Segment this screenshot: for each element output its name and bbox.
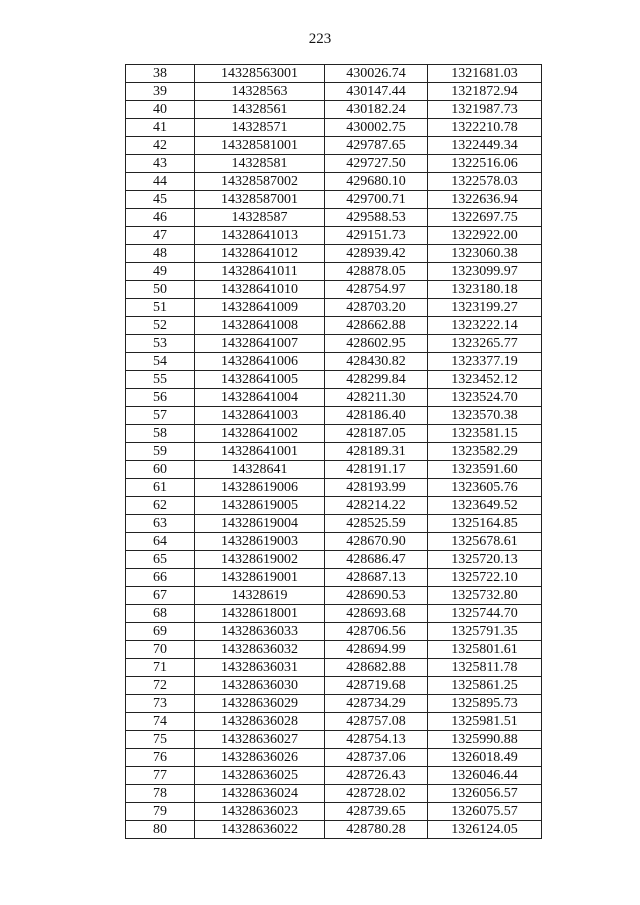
- y-coordinate-cell: 1326075.57: [428, 803, 542, 821]
- y-coordinate-cell: 1323099.97: [428, 263, 542, 281]
- table-row: [126, 353, 542, 371]
- row-number-cell: 59: [126, 443, 195, 461]
- row-number-cell: 58: [126, 425, 195, 443]
- x-coordinate-cell: 428754.97: [325, 281, 428, 299]
- point-id-cell: 14328641002: [195, 425, 325, 443]
- y-coordinate-cell: 1325164.85: [428, 515, 542, 533]
- x-coordinate-cell: 429787.65: [325, 137, 428, 155]
- x-coordinate-cell: 428186.40: [325, 407, 428, 425]
- point-id-cell: 14328636024: [195, 785, 325, 803]
- row-number-cell: 80: [126, 821, 195, 839]
- table-row: [126, 713, 542, 731]
- y-coordinate-cell: 1322697.75: [428, 209, 542, 227]
- x-coordinate-cell: 428602.95: [325, 335, 428, 353]
- x-coordinate-cell: 428739.65: [325, 803, 428, 821]
- table-row: [126, 191, 542, 209]
- row-number-cell: 74: [126, 713, 195, 731]
- x-coordinate-cell: 429700.71: [325, 191, 428, 209]
- row-number-cell: 55: [126, 371, 195, 389]
- row-number-cell: 77: [126, 767, 195, 785]
- y-coordinate-cell: 1323180.18: [428, 281, 542, 299]
- row-number-cell: 54: [126, 353, 195, 371]
- y-coordinate-cell: 1321987.73: [428, 101, 542, 119]
- point-id-cell: 14328619003: [195, 533, 325, 551]
- row-number-cell: 38: [126, 65, 195, 83]
- y-coordinate-cell: 1326124.05: [428, 821, 542, 839]
- y-coordinate-cell: 1321681.03: [428, 65, 542, 83]
- row-number-cell: 51: [126, 299, 195, 317]
- x-coordinate-cell: 429680.10: [325, 173, 428, 191]
- y-coordinate-cell: 1323060.38: [428, 245, 542, 263]
- y-coordinate-cell: 1326056.57: [428, 785, 542, 803]
- point-id-cell: 14328641010: [195, 281, 325, 299]
- table-row: [126, 623, 542, 641]
- y-coordinate-cell: 1323649.52: [428, 497, 542, 515]
- point-id-cell: 14328636025: [195, 767, 325, 785]
- x-coordinate-cell: 428939.42: [325, 245, 428, 263]
- y-coordinate-cell: 1325720.13: [428, 551, 542, 569]
- table-row: [126, 533, 542, 551]
- point-id-cell: 14328641003: [195, 407, 325, 425]
- x-coordinate-cell: 428687.13: [325, 569, 428, 587]
- table-row: [126, 173, 542, 191]
- point-id-cell: 14328641009: [195, 299, 325, 317]
- point-id-cell: 14328636033: [195, 623, 325, 641]
- x-coordinate-cell: 428189.31: [325, 443, 428, 461]
- x-coordinate-cell: 428191.17: [325, 461, 428, 479]
- y-coordinate-cell: 1325744.70: [428, 605, 542, 623]
- row-number-cell: 76: [126, 749, 195, 767]
- row-number-cell: 48: [126, 245, 195, 263]
- x-coordinate-cell: 428754.13: [325, 731, 428, 749]
- point-id-cell: 14328636029: [195, 695, 325, 713]
- x-coordinate-cell: 429151.73: [325, 227, 428, 245]
- y-coordinate-cell: 1322516.06: [428, 155, 542, 173]
- y-coordinate-cell: 1325801.61: [428, 641, 542, 659]
- x-coordinate-cell: 428430.82: [325, 353, 428, 371]
- y-coordinate-cell: 1326018.49: [428, 749, 542, 767]
- table-row: [126, 407, 542, 425]
- y-coordinate-cell: 1322636.94: [428, 191, 542, 209]
- table-row: [126, 425, 542, 443]
- row-number-cell: 49: [126, 263, 195, 281]
- x-coordinate-cell: 428193.99: [325, 479, 428, 497]
- x-coordinate-cell: 430182.24: [325, 101, 428, 119]
- point-id-cell: 14328641013: [195, 227, 325, 245]
- table-row: [126, 479, 542, 497]
- y-coordinate-cell: 1323570.38: [428, 407, 542, 425]
- table-row: [126, 299, 542, 317]
- y-coordinate-cell: 1321872.94: [428, 83, 542, 101]
- x-coordinate-cell: 428728.02: [325, 785, 428, 803]
- point-id-cell: 14328641012: [195, 245, 325, 263]
- row-number-cell: 63: [126, 515, 195, 533]
- x-coordinate-cell: 428187.05: [325, 425, 428, 443]
- x-coordinate-cell: 428211.30: [325, 389, 428, 407]
- table-row: [126, 497, 542, 515]
- y-coordinate-cell: 1322210.78: [428, 119, 542, 137]
- x-coordinate-cell: 429588.53: [325, 209, 428, 227]
- point-id-cell: 14328571: [195, 119, 325, 137]
- point-id-cell: 14328636030: [195, 677, 325, 695]
- row-number-cell: 70: [126, 641, 195, 659]
- point-id-cell: 14328619005: [195, 497, 325, 515]
- row-number-cell: 78: [126, 785, 195, 803]
- row-number-cell: 42: [126, 137, 195, 155]
- row-number-cell: 56: [126, 389, 195, 407]
- row-number-cell: 40: [126, 101, 195, 119]
- row-number-cell: 62: [126, 497, 195, 515]
- point-id-cell: 14328641011: [195, 263, 325, 281]
- x-coordinate-cell: 428662.88: [325, 317, 428, 335]
- coordinates-table: [125, 64, 542, 839]
- row-number-cell: 45: [126, 191, 195, 209]
- x-coordinate-cell: 430026.74: [325, 65, 428, 83]
- row-number-cell: 72: [126, 677, 195, 695]
- table-row: [126, 659, 542, 677]
- point-id-cell: 14328561: [195, 101, 325, 119]
- point-id-cell: 14328587001: [195, 191, 325, 209]
- point-id-cell: 14328641007: [195, 335, 325, 353]
- y-coordinate-cell: 1323265.77: [428, 335, 542, 353]
- y-coordinate-cell: 1323222.14: [428, 317, 542, 335]
- table-row: [126, 371, 542, 389]
- table-row: [126, 317, 542, 335]
- row-number-cell: 47: [126, 227, 195, 245]
- point-id-cell: 14328636026: [195, 749, 325, 767]
- y-coordinate-cell: 1322922.00: [428, 227, 542, 245]
- table-body: [126, 65, 542, 839]
- row-number-cell: 44: [126, 173, 195, 191]
- row-number-cell: 75: [126, 731, 195, 749]
- table-row: [126, 335, 542, 353]
- x-coordinate-cell: 428525.59: [325, 515, 428, 533]
- point-id-cell: 14328636023: [195, 803, 325, 821]
- y-coordinate-cell: 1325861.25: [428, 677, 542, 695]
- table-row: [126, 677, 542, 695]
- row-number-cell: 69: [126, 623, 195, 641]
- table-row: [126, 101, 542, 119]
- row-number-cell: 60: [126, 461, 195, 479]
- point-id-cell: 14328636031: [195, 659, 325, 677]
- row-number-cell: 71: [126, 659, 195, 677]
- x-coordinate-cell: 428690.53: [325, 587, 428, 605]
- table-row: [126, 83, 542, 101]
- row-number-cell: 52: [126, 317, 195, 335]
- point-id-cell: 14328619: [195, 587, 325, 605]
- table-row: [126, 137, 542, 155]
- y-coordinate-cell: 1323199.27: [428, 299, 542, 317]
- x-coordinate-cell: 428703.20: [325, 299, 428, 317]
- table-row: [126, 785, 542, 803]
- table-row: [126, 155, 542, 173]
- x-coordinate-cell: 428299.84: [325, 371, 428, 389]
- point-id-cell: 14328636032: [195, 641, 325, 659]
- point-id-cell: 14328581: [195, 155, 325, 173]
- row-number-cell: 50: [126, 281, 195, 299]
- x-coordinate-cell: 428686.47: [325, 551, 428, 569]
- table-row: [126, 821, 542, 839]
- table-row: [126, 119, 542, 137]
- point-id-cell: 14328641001: [195, 443, 325, 461]
- table-row: [126, 551, 542, 569]
- table-row: [126, 605, 542, 623]
- table-row: [126, 227, 542, 245]
- row-number-cell: 39: [126, 83, 195, 101]
- table-row: [126, 767, 542, 785]
- point-id-cell: 14328619006: [195, 479, 325, 497]
- point-id-cell: 14328619004: [195, 515, 325, 533]
- table-row: [126, 731, 542, 749]
- x-coordinate-cell: 428734.29: [325, 695, 428, 713]
- point-id-cell: 14328641004: [195, 389, 325, 407]
- point-id-cell: 14328636028: [195, 713, 325, 731]
- y-coordinate-cell: 1325722.10: [428, 569, 542, 587]
- table-row: [126, 281, 542, 299]
- x-coordinate-cell: 428757.08: [325, 713, 428, 731]
- point-id-cell: 14328563001: [195, 65, 325, 83]
- x-coordinate-cell: 430147.44: [325, 83, 428, 101]
- point-id-cell: 14328587002: [195, 173, 325, 191]
- y-coordinate-cell: 1323582.29: [428, 443, 542, 461]
- x-coordinate-cell: 428878.05: [325, 263, 428, 281]
- x-coordinate-cell: 430002.75: [325, 119, 428, 137]
- row-number-cell: 46: [126, 209, 195, 227]
- y-coordinate-cell: 1326046.44: [428, 767, 542, 785]
- point-id-cell: 14328581001: [195, 137, 325, 155]
- x-coordinate-cell: 429727.50: [325, 155, 428, 173]
- row-number-cell: 61: [126, 479, 195, 497]
- point-id-cell: 14328619002: [195, 551, 325, 569]
- row-number-cell: 43: [126, 155, 195, 173]
- row-number-cell: 68: [126, 605, 195, 623]
- y-coordinate-cell: 1325811.78: [428, 659, 542, 677]
- y-coordinate-cell: 1323452.12: [428, 371, 542, 389]
- table-row: [126, 749, 542, 767]
- table-row: [126, 569, 542, 587]
- table-row: [126, 587, 542, 605]
- table-row: [126, 695, 542, 713]
- x-coordinate-cell: 428670.90: [325, 533, 428, 551]
- y-coordinate-cell: 1323377.19: [428, 353, 542, 371]
- row-number-cell: 57: [126, 407, 195, 425]
- x-coordinate-cell: 428719.68: [325, 677, 428, 695]
- y-coordinate-cell: 1325895.73: [428, 695, 542, 713]
- x-coordinate-cell: 428726.43: [325, 767, 428, 785]
- point-id-cell: 14328636027: [195, 731, 325, 749]
- row-number-cell: 67: [126, 587, 195, 605]
- y-coordinate-cell: 1323591.60: [428, 461, 542, 479]
- x-coordinate-cell: 428682.88: [325, 659, 428, 677]
- y-coordinate-cell: 1322449.34: [428, 137, 542, 155]
- point-id-cell: 14328563: [195, 83, 325, 101]
- row-number-cell: 64: [126, 533, 195, 551]
- x-coordinate-cell: 428214.22: [325, 497, 428, 515]
- y-coordinate-cell: 1323605.76: [428, 479, 542, 497]
- page-number: 223: [308, 31, 332, 47]
- table-row: [126, 245, 542, 263]
- x-coordinate-cell: 428693.68: [325, 605, 428, 623]
- point-id-cell: 14328641008: [195, 317, 325, 335]
- y-coordinate-cell: 1323581.15: [428, 425, 542, 443]
- table-row: [126, 641, 542, 659]
- row-number-cell: 73: [126, 695, 195, 713]
- point-id-cell: 14328636022: [195, 821, 325, 839]
- x-coordinate-cell: 428706.56: [325, 623, 428, 641]
- table-row: [126, 443, 542, 461]
- row-number-cell: 41: [126, 119, 195, 137]
- point-id-cell: 14328641006: [195, 353, 325, 371]
- point-id-cell: 14328618001: [195, 605, 325, 623]
- table-row: [126, 803, 542, 821]
- y-coordinate-cell: 1323524.70: [428, 389, 542, 407]
- y-coordinate-cell: 1322578.03: [428, 173, 542, 191]
- x-coordinate-cell: 428780.28: [325, 821, 428, 839]
- y-coordinate-cell: 1325990.88: [428, 731, 542, 749]
- point-id-cell: 14328641005: [195, 371, 325, 389]
- table-row: [126, 389, 542, 407]
- table-row: [126, 461, 542, 479]
- table-row: [126, 65, 542, 83]
- table-row: [126, 263, 542, 281]
- y-coordinate-cell: 1325732.80: [428, 587, 542, 605]
- row-number-cell: 53: [126, 335, 195, 353]
- point-id-cell: 14328587: [195, 209, 325, 227]
- table-row: [126, 209, 542, 227]
- row-number-cell: 65: [126, 551, 195, 569]
- point-id-cell: 14328619001: [195, 569, 325, 587]
- point-id-cell: 14328641: [195, 461, 325, 479]
- row-number-cell: 79: [126, 803, 195, 821]
- y-coordinate-cell: 1325678.61: [428, 533, 542, 551]
- y-coordinate-cell: 1325791.35: [428, 623, 542, 641]
- y-coordinate-cell: 1325981.51: [428, 713, 542, 731]
- table-row: [126, 515, 542, 533]
- row-number-cell: 66: [126, 569, 195, 587]
- x-coordinate-cell: 428737.06: [325, 749, 428, 767]
- x-coordinate-cell: 428694.99: [325, 641, 428, 659]
